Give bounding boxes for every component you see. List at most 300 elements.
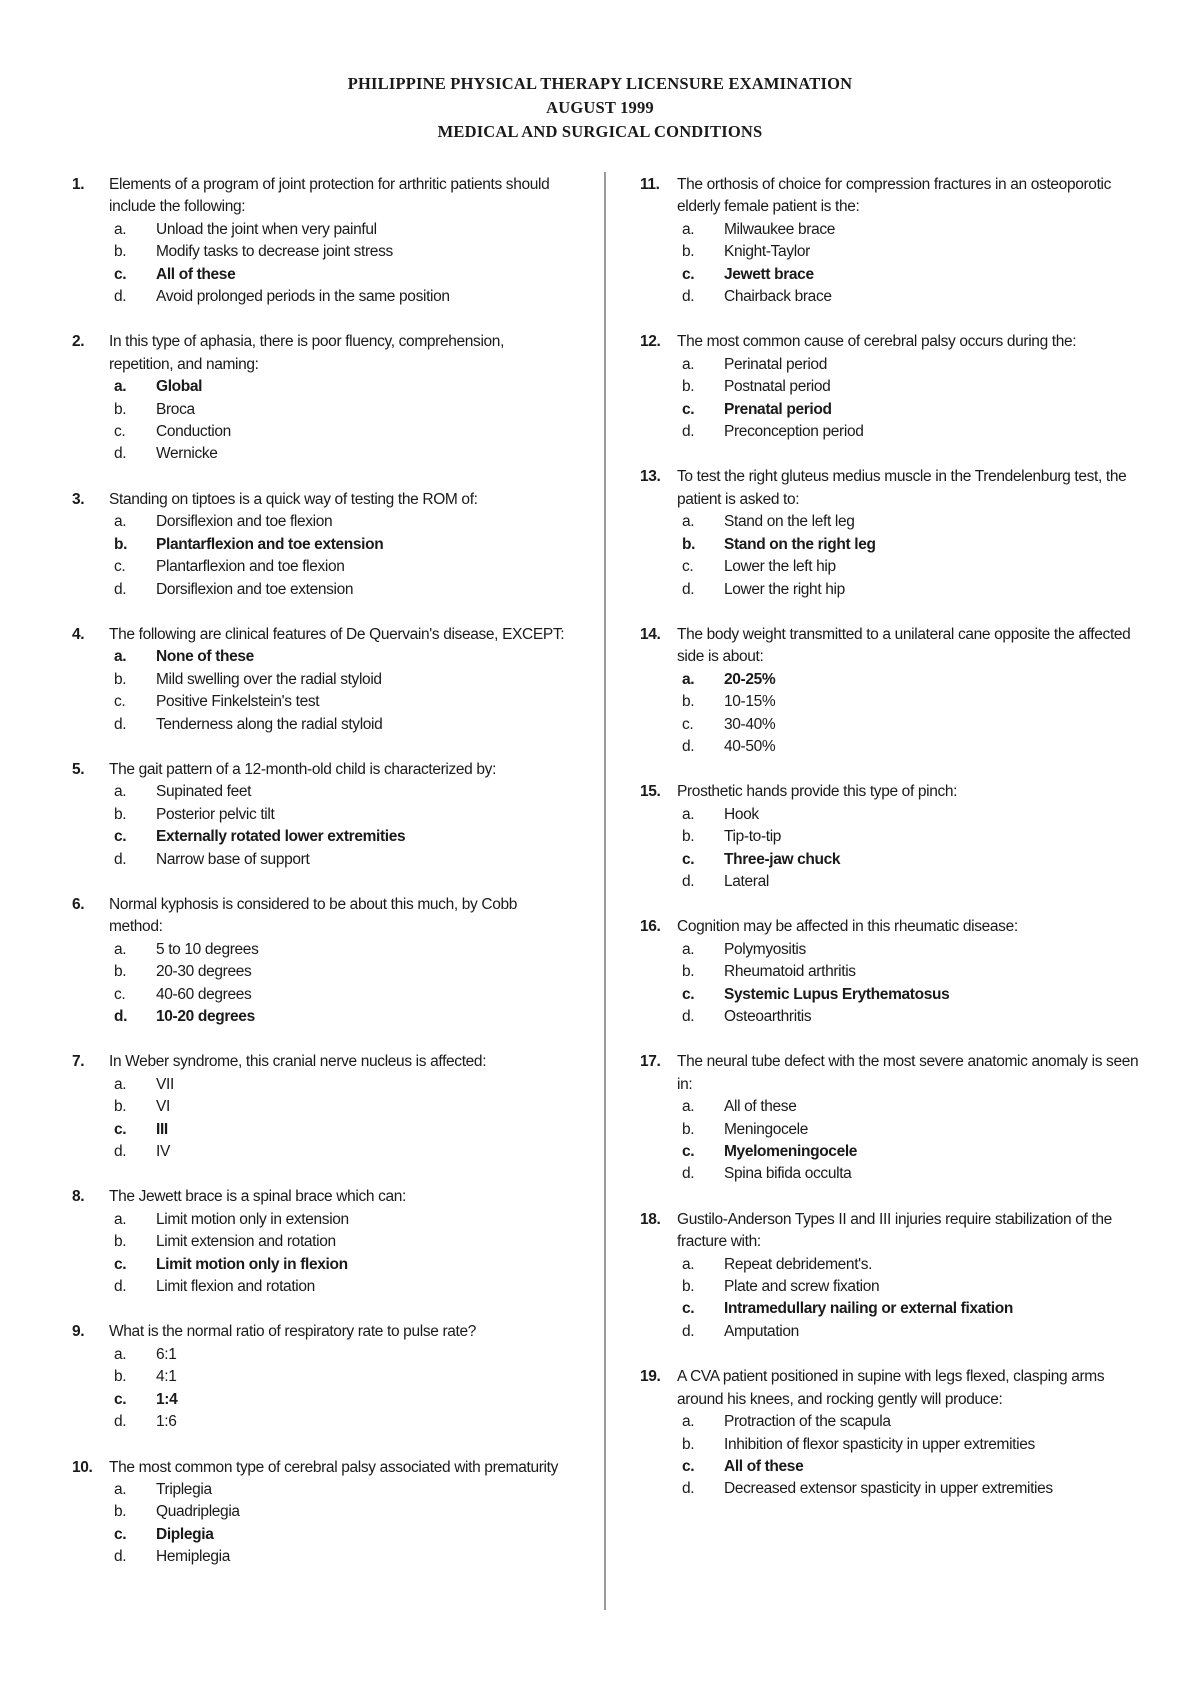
question-number: 7. [72,1053,85,1071]
choice-text: Conduction [156,423,231,441]
choice-letter: d. [114,288,127,306]
choice-letter: c. [114,693,126,711]
choice-text: Plantarflexion and toe extension [156,535,384,553]
choice-text: Hook [724,805,759,823]
question-number: 13. [640,468,661,486]
choice-letter: c. [114,985,126,1003]
choice-text: Wernicke [156,445,218,463]
choice-text: III [156,1120,168,1138]
answer-choice [72,443,572,465]
answer-choice-correct [72,1524,572,1546]
question-item [72,174,572,308]
choice-letter: b. [682,828,695,846]
question-item [640,466,1140,600]
choice-letter: a. [682,513,695,531]
question-text: Cognition may be affected in this rheumatic disease: [677,918,1018,936]
choice-letter: b. [114,1503,127,1521]
question-item [72,1051,572,1163]
question-number: 6. [72,895,85,913]
question-stem [72,1321,572,1343]
choice-list [72,781,572,871]
right-column [640,174,1140,1524]
answer-choice [72,1411,572,1433]
choice-text: Rheumatoid arthritis [724,963,856,981]
choice-letter: c. [114,558,126,576]
question-text: The following are clinical features of De Quervain's disease, EXCEPT: [109,625,565,643]
answer-choice [640,1478,1140,1500]
answer-choice [72,669,572,691]
choice-letter: b. [114,535,128,553]
choice-text: Limit extension and rotation [156,1233,336,1251]
choice-letter: d. [682,1165,695,1183]
answer-choice [72,1074,572,1096]
choice-list [72,219,572,309]
answer-choice-correct [72,826,572,848]
choice-letter: c. [682,985,695,1003]
choice-text: Spina bifida occulta [724,1165,852,1183]
answer-choice [640,556,1140,578]
question-stem [640,781,1140,803]
answer-choice-correct [72,1254,572,1276]
choice-text: Lower the left hip [724,558,836,576]
question-stem [72,1051,572,1073]
question-text: The gait pattern of a 12-month-old child is characterized by: [109,760,497,778]
choice-text: Positive Finkelstein's test [156,693,320,711]
choice-text: Dorsiflexion and toe extension [156,580,354,598]
choice-letter: d. [114,1278,127,1296]
answer-choice [640,286,1140,308]
choice-letter: b. [114,1233,127,1251]
question-text: Normal kyphosis is considered to be about this much, by Cobb method: [109,895,518,936]
choice-text: Tip-to-tip [724,828,782,846]
question-item [72,489,572,601]
answer-choice [72,556,572,578]
answer-choice-correct [72,264,572,286]
question-item [72,894,572,1028]
answer-choice-correct [72,534,572,556]
choice-letter: b. [682,963,695,981]
choice-list [640,804,1140,894]
choice-text: Externally rotated lower extremities [156,828,406,846]
choice-text: Triplegia [156,1480,212,1498]
choice-text: 20-25% [724,670,776,688]
choice-letter: a. [682,805,695,823]
choice-letter: d. [114,1008,128,1025]
answer-choice [640,804,1140,826]
choice-letter: c. [682,558,694,576]
choice-letter: a. [114,1075,127,1093]
choice-letter: c. [682,850,695,868]
answer-choice [640,826,1140,848]
choice-letter: c. [114,423,126,441]
question-number: 8. [72,1188,85,1206]
left-column [72,174,572,1592]
question-item [640,331,1140,443]
choice-list [640,1411,1140,1501]
choice-list [72,1344,572,1434]
choice-list [640,219,1140,309]
answer-choice [640,1434,1140,1456]
question-stem [72,894,572,939]
choice-letter: a. [114,648,127,666]
answer-choice [72,1479,572,1501]
choice-list [640,939,1140,1029]
choice-text: Limit flexion and rotation [156,1278,315,1296]
choice-letter: d. [114,850,127,868]
answer-choice [640,871,1140,893]
choice-text: IV [156,1143,170,1161]
choice-letter: d. [114,445,127,463]
question-stem [640,916,1140,938]
choice-text: Limit motion only in extension [156,1210,349,1228]
question-text: The body weight transmitted to a unilateral cane opposite the affected side is about: [677,625,1131,666]
question-text: Gustilo-Anderson Types II and III injuries require stabilization of the fracture with: [677,1210,1112,1251]
question-item [72,1186,572,1298]
question-text: The most common cause of cerebral palsy occurs during the: [677,333,1077,351]
choice-letter: c. [682,715,694,733]
choice-text: Knight-Taylor [724,243,810,261]
choice-list [72,376,572,466]
question-stem [72,1186,572,1208]
question-text: In Weber syndrome, this cranial nerve nucleus is affected: [109,1053,487,1071]
choice-text: 10-15% [724,693,776,711]
question-stem [72,174,572,219]
choice-letter: a. [682,1098,695,1116]
question-stem [640,1051,1140,1096]
question-number: 19. [640,1368,661,1386]
answer-choice-correct [72,646,572,668]
choice-text: 1:6 [156,1413,177,1431]
document-header [0,72,1200,144]
choice-text: 5 to 10 degrees [156,940,259,958]
question-number: 4. [72,625,85,643]
choice-text: Diplegia [156,1525,214,1543]
choice-letter: d. [682,423,695,441]
answer-choice [72,939,572,961]
choice-text: Postnatal period [724,378,831,396]
question-text: What is the normal ratio of respiratory rate to pulse rate? [109,1323,477,1341]
choice-text: Prenatal period [724,400,832,418]
choice-text: 40-60 degrees [156,985,252,1003]
choice-letter: d. [114,1548,127,1566]
column-divider [604,172,606,1610]
choice-list [72,939,572,1029]
question-item [72,759,572,871]
question-number: 1. [72,176,85,193]
answer-choice [640,939,1140,961]
exam-date: AUGUST 1999 [546,98,654,117]
choice-letter: d. [682,1008,695,1025]
answer-choice [640,691,1140,713]
answer-choice [640,579,1140,601]
choice-text: Plate and screw fixation [724,1278,880,1296]
answer-choice-correct [640,1456,1140,1478]
choice-letter: a. [114,1345,127,1363]
choice-text: Modify tasks to decrease joint stress [156,243,393,261]
answer-choice [72,961,572,983]
question-item [640,1209,1140,1343]
choice-letter: b. [114,243,127,261]
exam-title: PHILIPPINE PHYSICAL THERAPY LICENSURE EXAMINATION [347,74,853,93]
choice-text: Protraction of the scapula [724,1413,891,1431]
choice-text: Unload the joint when very painful [156,220,377,238]
answer-choice [72,421,572,443]
question-number: 18. [640,1210,661,1228]
question-text: The most common type of cerebral palsy associated with prematurity [109,1458,558,1476]
question-text: To test the right gluteus medius muscle in the Trendelenburg test, the patient is asked to: [677,468,1127,508]
answer-choice [72,399,572,421]
choice-list [640,1096,1140,1186]
question-stem [640,1209,1140,1254]
choice-letter: a. [682,355,695,373]
choice-text: Posterior pelvic tilt [156,805,275,823]
answer-choice [640,1119,1140,1141]
question-stem [72,489,572,511]
choice-text: 1:4 [156,1390,178,1408]
choice-letter: b. [114,963,127,981]
choice-text: Three-jaw chuck [724,850,841,868]
choice-list [640,669,1140,759]
choice-letter: a. [114,783,127,801]
question-item [72,331,572,465]
answer-choice [72,1231,572,1253]
question-text: The neural tube defect with the most severe anatomic anomaly is seen in: [677,1053,1139,1093]
answer-choice-correct [72,1389,572,1411]
answer-choice [72,1546,572,1568]
choice-letter: c. [114,265,127,283]
choice-text: 40-50% [724,737,776,755]
question-number: 9. [72,1323,85,1341]
question-item [640,781,1140,893]
choice-text: All of these [156,265,236,283]
choice-letter: c. [682,400,695,418]
choice-letter: d. [682,872,695,890]
question-item [640,1051,1140,1185]
choice-letter: c. [114,1120,127,1138]
choice-text: Dorsiflexion and toe flexion [156,513,333,531]
choice-letter: d. [114,715,127,733]
question-text: The Jewett brace is a spinal brace which can: [109,1188,406,1206]
choice-letter: c. [114,1390,127,1408]
question-number: 17. [640,1053,661,1071]
answer-choice [640,511,1140,533]
question-number: 15. [640,783,661,801]
choice-list [72,1479,572,1569]
question-item [640,174,1140,308]
choice-letter: b. [682,1278,695,1296]
question-number: 14. [640,625,661,643]
choice-letter: b. [682,1435,695,1453]
choice-list [72,1074,572,1164]
question-stem [72,1457,572,1479]
choice-text: Jewett brace [724,265,814,283]
answer-choice [640,354,1140,376]
choice-text: Plantarflexion and toe flexion [156,558,345,576]
question-item [640,916,1140,1028]
choice-text: Osteoarthritis [724,1008,812,1025]
question-stem [640,174,1140,219]
choice-letter: a. [682,1255,695,1273]
answer-choice [72,714,572,736]
question-stem [640,331,1140,353]
choice-list [72,511,572,601]
answer-choice [72,691,572,713]
choice-text: 6:1 [156,1345,177,1363]
answer-choice-correct [640,984,1140,1006]
choice-text: Intramedullary nailing or external fixation [724,1300,1013,1318]
choice-list [72,1209,572,1299]
choice-text: Avoid prolonged periods in the same position [156,288,450,306]
choice-text: None of these [156,648,254,666]
choice-list [640,1254,1140,1344]
answer-choice [640,1096,1140,1118]
choice-letter: b. [682,1120,695,1138]
question-number: 12. [640,333,661,351]
answer-choice-correct [640,264,1140,286]
question-item [72,1457,572,1569]
answer-choice-correct [640,669,1140,691]
question-number: 2. [72,333,85,351]
answer-choice [72,984,572,1006]
choice-letter: d. [114,1143,127,1161]
question-item [72,624,572,736]
question-stem [72,331,572,376]
choice-text: Milwaukee brace [724,220,836,238]
question-text: Elements of a program of joint protection for arthritic patients should include the following: [109,176,550,216]
answer-choice-correct [640,399,1140,421]
answer-choice [72,286,572,308]
choice-text: Hemiplegia [156,1548,231,1566]
choice-text: Tenderness along the radial styloid [156,715,383,733]
choice-text: Repeat debridement's. [724,1255,873,1273]
answer-choice [640,376,1140,398]
choice-text: Perinatal period [724,355,827,373]
choice-letter: a. [114,1480,127,1498]
choice-letter: b. [114,1368,127,1386]
question-number: 3. [72,490,85,508]
choice-letter: b. [114,805,127,823]
choice-letter: b. [114,400,127,418]
answer-choice [72,241,572,263]
choice-text: Stand on the right leg [724,535,876,553]
choice-text: All of these [724,1457,804,1475]
choice-letter: d. [682,1480,695,1498]
exam-subject: MEDICAL AND SURGICAL CONDITIONS [437,122,763,141]
choice-list [72,646,572,736]
question-item [640,1366,1140,1500]
answer-choice-correct [640,534,1140,556]
question-number: 16. [640,918,661,936]
choice-letter: a. [114,940,127,958]
answer-choice [72,1344,572,1366]
answer-choice [640,1163,1140,1185]
answer-choice [640,1321,1140,1343]
answer-choice [72,219,572,241]
choice-text: 20-30 degrees [156,963,252,981]
choice-letter: a. [682,220,695,238]
choice-letter: c. [114,828,127,846]
choice-text: Quadriplegia [156,1503,240,1521]
question-stem [72,759,572,781]
answer-choice [640,736,1140,758]
choice-letter: a. [682,670,695,688]
choice-text: Stand on the left leg [724,513,855,531]
answer-choice [640,714,1140,736]
question-stem [640,466,1140,511]
choice-letter: a. [114,378,127,396]
choice-letter: b. [682,693,695,711]
choice-letter: a. [114,220,127,238]
question-number: 5. [72,760,85,778]
question-stem [640,624,1140,669]
answer-choice [72,1096,572,1118]
answer-choice [72,579,572,601]
choice-text: Global [156,378,203,396]
choice-letter: a. [114,513,127,531]
question-text: In this type of aphasia, there is poor fluency, comprehension, repetition, and naming: [109,333,505,373]
choice-text: Narrow base of support [156,850,310,868]
choice-letter: d. [114,580,127,598]
choice-text: VII [156,1075,174,1093]
choice-text: Meningocele [724,1120,809,1138]
answer-choice [72,1366,572,1388]
answer-choice [640,1006,1140,1028]
choice-letter: d. [682,1322,695,1340]
question-text: Standing on tiptoes is a quick way of testing the ROM of: [109,490,478,508]
choice-text: Preconception period [724,423,864,441]
choice-list [640,354,1140,444]
choice-letter: d. [682,580,695,598]
choice-letter: c. [682,1457,695,1475]
choice-letter: c. [114,1255,127,1273]
question-number: 10. [72,1458,93,1476]
choice-letter: a. [114,1210,127,1228]
choice-letter: c. [682,1300,695,1318]
choice-letter: d. [114,1413,127,1431]
answer-choice-correct [72,376,572,398]
answer-choice [72,781,572,803]
choice-text: Chairback brace [724,288,832,306]
choice-text: Decreased extensor spasticity in upper extremities [724,1480,1053,1498]
choice-letter: a. [682,940,695,958]
choice-text: Mild swelling over the radial styloid [156,670,382,688]
choice-text: Systemic Lupus Erythematosus [724,985,950,1003]
choice-letter: c. [682,1143,695,1161]
choice-letter: b. [682,535,696,553]
choice-letter: b. [114,670,127,688]
question-stem [640,1366,1140,1411]
answer-choice [72,1276,572,1298]
choice-text: Lower the right hip [724,580,845,598]
answer-choice [72,849,572,871]
answer-choice [640,421,1140,443]
answer-choice [640,1411,1140,1433]
choice-text: Supinated feet [156,783,252,801]
answer-choice-correct [72,1006,572,1028]
choice-text: All of these [724,1098,797,1116]
answer-choice [640,1276,1140,1298]
choice-text: 4:1 [156,1368,177,1386]
question-stem [72,624,572,646]
answer-choice [640,219,1140,241]
choice-letter: c. [682,265,695,283]
answer-choice-correct [640,849,1140,871]
choice-letter: d. [682,288,695,306]
choice-text: Broca [156,400,195,418]
choice-text: 30-40% [724,715,776,733]
choice-text: Amputation [724,1322,799,1340]
choice-letter: a. [682,1413,695,1431]
